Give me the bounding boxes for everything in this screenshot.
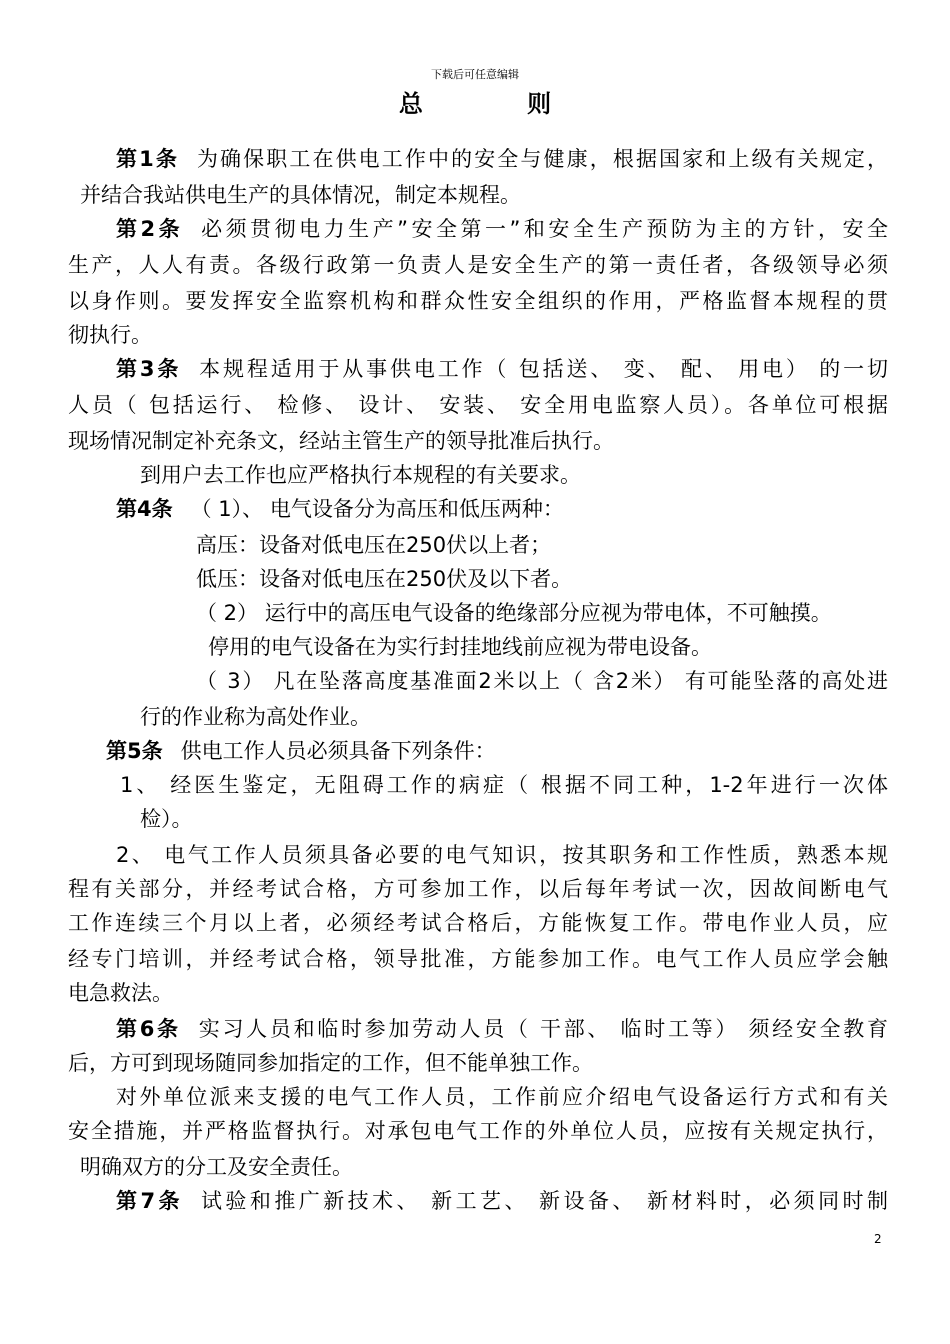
text-line-14: （ 2） 运行中的高压电气设备的绝缘部分应视为带电体，不可触摸。: [196, 601, 832, 625]
article-label-5: 第5条: [106, 739, 163, 763]
text-line-22: 程有关部分，并经考试合格，方可参加工作，以后每年考试一次，因故间断电气: [68, 877, 888, 901]
header-note: 下载后可任意编辑: [431, 68, 519, 81]
text-line-26: 第6条 实习人员和临时参加劳动人员（ 干部、 临时工等） 须经安全教育: [116, 1017, 888, 1041]
text-line-3: 第2条 必须贯彻电力生产”安全第一”和安全生产预防为主的方针，安全: [116, 217, 888, 241]
article-label-7: 第7条: [116, 1189, 183, 1213]
text-line-7: 第3条 本规程适用于从事供电工作（ 包括送、 变、 配、 用电） 的一切: [116, 357, 888, 381]
article-label-6: 第6条: [116, 1017, 181, 1041]
text-line-25: 电急救法。: [68, 981, 173, 1005]
text-line-19: 1、 经医生鉴定，无阻碍工作的病症（ 根据不同工种，1-2年进行一次体: [120, 773, 888, 797]
text-line-30: 明确双方的分工及安全责任。: [80, 1155, 353, 1179]
text-line-1: 第1条 为确保职工在供电工作中的安全与健康，根据国家和上级有关规定，: [116, 147, 888, 171]
article-label-3: 第3条: [116, 357, 182, 381]
text-line-16: （ 3） 凡在坠落高度基准面2米以上（ 含2米） 有可能坠落的高处进: [196, 669, 888, 693]
text-line-12: 高压：设备对低电压在250伏以上者；: [196, 533, 552, 557]
text-line-13: 低压：设备对低电压在250伏及以下者。: [196, 567, 573, 591]
article-label-1: 第1条: [116, 147, 179, 171]
text-line-15: 停用的电气设备在为实行封挂地线前应视为带电设备。: [208, 635, 712, 659]
text-line-23: 工作连续三个月以上者，必须经考试合格后，方能恢复工作。带电作业人员，应: [68, 911, 888, 935]
text-line-21: 2、 电气工作人员须具备必要的电气知识，按其职务和工作性质，熟悉本规: [116, 843, 888, 867]
page-title: 总 则: [398, 90, 600, 118]
article-label-4: 第4条: [116, 497, 173, 521]
text-line-28: 对外单位派来支援的电气工作人员，工作前应介绍电气设备运行方式和有关: [116, 1085, 888, 1109]
text-line-27: 后，方可到现场随同参加指定的工作，但不能单独工作。: [68, 1051, 593, 1075]
page-number: 2: [874, 1232, 882, 1246]
text-line-17: 行的作业称为高处作业。: [140, 705, 371, 729]
text-line-6: 彻执行。: [68, 323, 152, 347]
text-line-9: 现场情况制定补充条文，经站主管生产的领导批准后执行。: [68, 429, 614, 453]
text-line-31: 第7条 试验和推广新技术、 新工艺、 新设备、 新材料时，必须同时制: [116, 1189, 888, 1213]
text-line-4: 生产，人人有责。各级行政第一负责人是安全生产的第一责任者，各级领导必须: [68, 253, 888, 277]
text-line-24: 经专门培训，并经考试合格，领导批准，方能参加工作。电气工作人员应学会触: [68, 947, 888, 971]
text-line-2: 并结合我站供电生产的具体情况，制定本规程。: [80, 183, 521, 207]
article-label-2: 第2条: [116, 217, 184, 241]
text-line-18: 第5条 供电工作人员必须具备下列条件：: [106, 739, 496, 763]
text-line-8: 人员（ 包括运行、 检修、 设计、 安装、 安全用电监察人员）。各单位可根据: [68, 393, 888, 417]
text-line-5: 以身作则。要发挥安全监察机构和群众性安全组织的作用，严格监督本规程的贯: [68, 289, 888, 313]
text-line-10: 到用户去工作也应严格执行本规程的有关要求。: [140, 463, 581, 487]
text-line-11: 第4条 （ 1）、 电气设备分为高压和低压两种：: [116, 497, 564, 521]
text-line-20: 检）。: [140, 807, 193, 831]
text-line-29: 安全措施，并严格监督执行。对承包电气工作的外单位人员，应按有关规定执行，: [68, 1119, 888, 1143]
